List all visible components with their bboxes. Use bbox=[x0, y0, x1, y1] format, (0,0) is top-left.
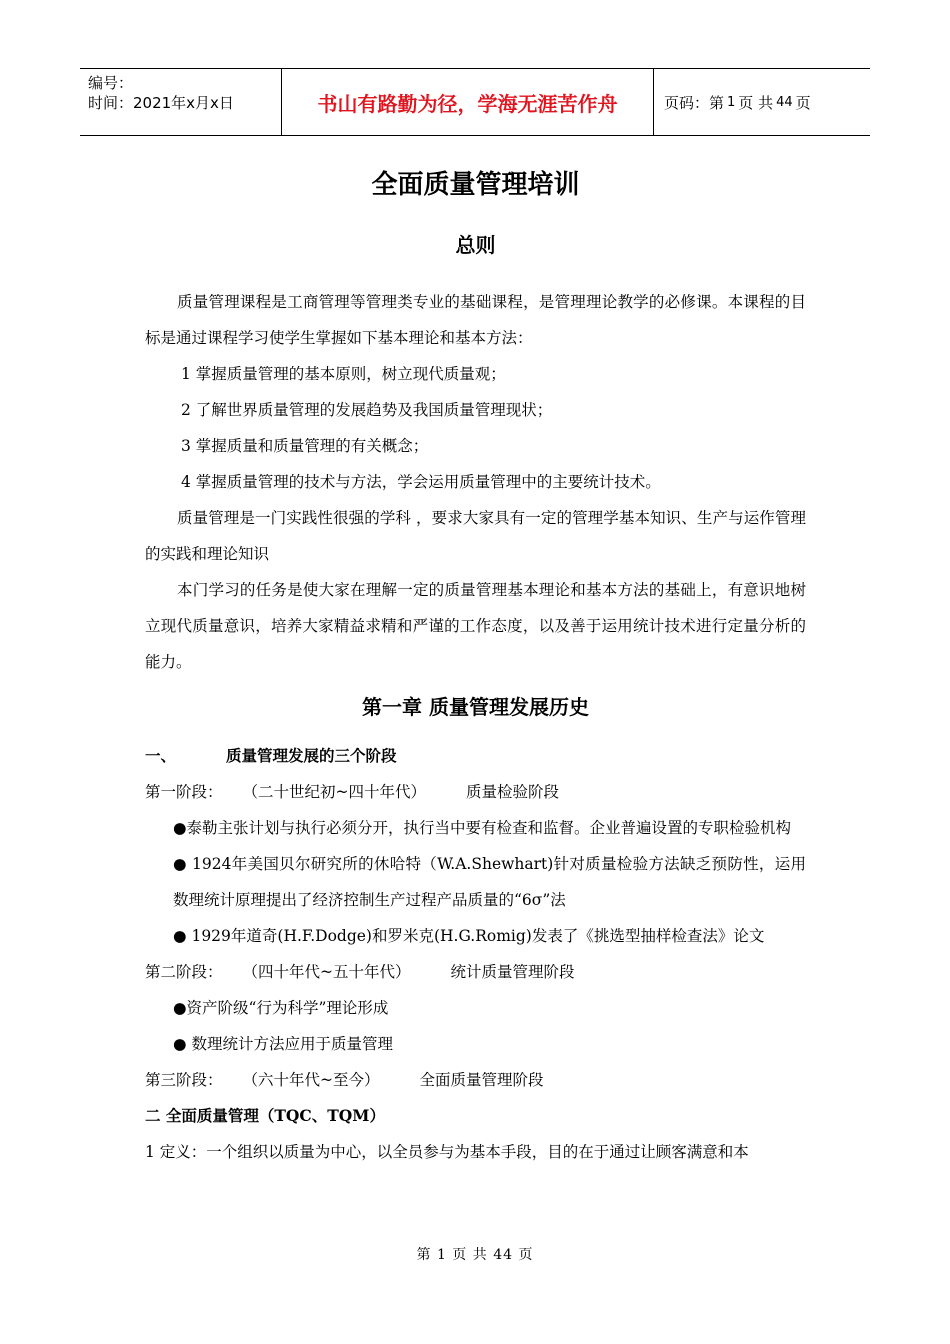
stage-3-period: （六十年代~至今） bbox=[242, 1071, 380, 1089]
page-footer: 第 1 页 共 44 页 bbox=[416, 1247, 534, 1263]
page-suffix: 页 bbox=[795, 93, 811, 112]
stage-1-label: 第一阶段： bbox=[145, 783, 223, 801]
document-body bbox=[145, 160, 806, 1170]
chapter-1-title: 第一章 质量管理发展历史 bbox=[362, 695, 589, 719]
intro-paragraph-1: 质量管理课程是工商管理等管理类专业的基础课程，是管理理论教学的必修课。本课程的目标是通过课程学习使学生掌握如下基本理论和基本方法： bbox=[145, 293, 806, 347]
intro-paragraph-3: 本门学习的任务是使大家在理解一定的质量管理基本理论和基本方法的基础上，有意识地树立现代质量意识，培养大家精益求精和严谨的工作态度，以及善于运用统计技术进行定量分析的能力。 bbox=[145, 581, 806, 671]
stage-1-bullet: ● 1924年美国贝尔研究所的休哈特（W.A.Shewhart)针对质量检验方法缺乏预防性，运用数理统计原理提出了经济控制生产过程产品质量的“6σ”法 bbox=[173, 855, 806, 909]
stage-2-bullet: ● 数理统计方法应用于质量管理 bbox=[173, 1035, 393, 1053]
page-prefix: 页码：第 bbox=[664, 93, 725, 112]
header-motto-cell bbox=[282, 69, 654, 135]
stage-2-label: 第二阶段： bbox=[145, 963, 223, 981]
stage-2-name: 统计质量管理阶段 bbox=[450, 963, 575, 981]
header-page-cell bbox=[654, 69, 870, 135]
stage-1-line bbox=[145, 774, 806, 810]
stage-2-bullet: ●资产阶级“行为科学”理论形成 bbox=[173, 999, 389, 1017]
document-title: 全面质量管理培训 bbox=[371, 170, 580, 200]
stage-3-name: 全面质量管理阶段 bbox=[419, 1071, 544, 1089]
section-1-number: 一、 bbox=[145, 746, 177, 765]
page-current: 1 bbox=[727, 94, 736, 110]
stage-3-label: 第三阶段： bbox=[145, 1071, 223, 1089]
header-meta-cell bbox=[80, 69, 282, 135]
section-1-title: 质量管理发展的三个阶段 bbox=[226, 746, 397, 765]
goal-item: 2 了解世界质量管理的发展趋势及我国质量管理现状； bbox=[181, 401, 553, 419]
stage-1-bullet: ● 1929年道奇(H.F.Dodge)和罗米克(H.G.Romig)发表了《挑选型抽样检查法》论文 bbox=[173, 927, 765, 945]
page-mid: 页 共 bbox=[738, 93, 774, 112]
stage-2-period: （四十年代~五十年代） bbox=[242, 963, 411, 981]
stage-1-name: 质量检验阶段 bbox=[466, 783, 560, 801]
stage-3-line bbox=[145, 1062, 806, 1098]
motto-text: 书山有路勤为径，学海无涯苦作舟 bbox=[317, 91, 618, 116]
section-1-heading bbox=[145, 738, 806, 774]
goal-item: 4 掌握质量管理的技术与方法，学会运用质量管理中的主要统计技术。 bbox=[181, 473, 661, 491]
page-total: 44 bbox=[776, 94, 793, 110]
section-2-heading: 二 全面质量管理（TQC、TQM） bbox=[145, 1106, 385, 1125]
intro-heading: 总则 bbox=[455, 233, 496, 257]
goal-item: 1 掌握质量管理的基本原则，树立现代质量观； bbox=[181, 365, 506, 383]
definition-paragraph: 1 定义：一个组织以质量为中心，以全员参与为基本手段，目的在于通过让顾客满意和本 bbox=[145, 1143, 749, 1161]
stage-1-period: （二十世纪初~四十年代） bbox=[242, 783, 427, 801]
number-label: 编号： bbox=[88, 74, 134, 92]
document-header bbox=[80, 68, 870, 136]
time-label: 时间：2021年x月x日 bbox=[88, 94, 234, 112]
goal-item: 3 掌握质量和质量管理的有关概念； bbox=[181, 437, 429, 455]
stage-1-bullet: ●泰勒主张计划与执行必须分开，执行当中要有检查和监督。企业普遍设置的专职检验机构 bbox=[173, 819, 792, 837]
stage-2-line bbox=[145, 954, 806, 990]
intro-paragraph-2: 质量管理是一门实践性很强的学科 ，要求大家具有一定的管理学基本知识、生产与运作管理的实践和理论知识 bbox=[145, 509, 806, 563]
